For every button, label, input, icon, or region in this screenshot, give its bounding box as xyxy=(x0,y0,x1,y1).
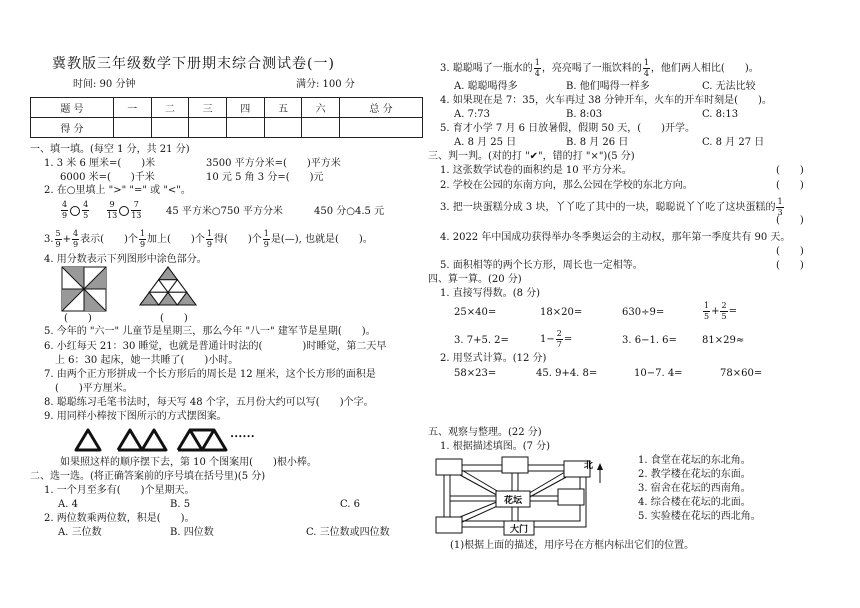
s3-q2: 2. 学校在公园的东南方向，那么公园在学校的东北方向。 xyxy=(440,180,693,191)
campus-map-figure xyxy=(434,455,616,537)
score-input-cell[interactable] xyxy=(189,118,227,138)
s4-calc-1: 25×40= xyxy=(454,307,497,318)
s3-q1: 1. 这张数学试卷的面积约是 10 平方分米。 xyxy=(440,165,632,176)
s2-q4-option-c[interactable]: C. 8:13 xyxy=(702,109,739,120)
s5-clue-5: 5. 实验楼在花坛的西北角。 xyxy=(638,511,761,522)
score-table-score-row xyxy=(31,118,423,138)
s2-q4: 4. 如果现在是 7：35，火车再过 38 分钟开车，火车的开车时刻是( )。 xyxy=(440,95,772,106)
s2-q2-option-a[interactable]: A. 三位数 xyxy=(58,527,102,538)
s2-q2: 2. 两位数乘两位数，积是( )。 xyxy=(44,513,195,524)
s1-q2: 2. 在○里填上 ">" "=" 或 "<"。 xyxy=(44,185,191,196)
exam-score: 满分: 100 分 xyxy=(296,79,355,90)
s4-calc-6: 1− $\frac{2}{7}$ = xyxy=(540,329,573,349)
flower-bed-label: 花坛 xyxy=(503,496,523,506)
s4-sub2: 2. 用竖式计算。(12 分) xyxy=(440,353,547,364)
table-cell: 得 分 xyxy=(31,118,114,138)
s3-q5-blank[interactable]: ( ) xyxy=(776,260,804,271)
s5-clue-2: 2. 教学楼在花坛的东面。 xyxy=(638,469,751,480)
s1-q2-c: 45 平方米○750 平方分米 xyxy=(166,206,283,217)
exam-time: 时间: 90 分钟 xyxy=(73,79,136,90)
s3-q3-blank[interactable]: ( ) xyxy=(776,215,804,226)
s1-q2-compare-b: $\frac{9}{13}$ $\frac{7}{13}$ xyxy=(107,200,142,220)
s1-q9: 9. 用同样小棒按下图所示的方式摆图案。 xyxy=(44,411,227,422)
gate-label: 大门 xyxy=(509,525,529,535)
s1-q1-a: 1. 3 米 6 厘米=( )米 xyxy=(44,158,156,169)
map-box-northwest[interactable] xyxy=(436,459,462,475)
map-box-north[interactable] xyxy=(502,457,528,473)
s4-sub1: 1. 直接写得数。(8 分) xyxy=(440,288,541,299)
table-cell: 六 xyxy=(302,98,340,118)
section1-heading: 一、填一填。(每空 1 分，共 21 分) xyxy=(30,144,190,155)
s5-sub1: 1. 根据描述填图。(7 分) xyxy=(440,441,551,452)
s2-q5: 5. 育才小学 7 月 6 日放暑假，假期 50 天，( )开学。 xyxy=(440,123,696,134)
score-input-cell[interactable] xyxy=(226,118,264,138)
s1-q1-c: 6000 米=( )千米 xyxy=(60,172,155,183)
score-table-header-row xyxy=(31,98,423,118)
s2-q5-option-c[interactable]: C. 8 月 27 日 xyxy=(702,137,765,148)
s4-calc-5: 3. 7+5. 2= xyxy=(454,335,509,346)
s2-q5-option-b[interactable]: B. 8 月 26 日 xyxy=(566,137,629,148)
score-input-cell[interactable] xyxy=(302,118,340,138)
s4-calc-3: 630÷9= xyxy=(622,307,665,318)
s1-q3: 3. $\frac{5}{9}$ + $\frac{4}{9}$ 表示( )个 $\frac{1}{9}$ 加上( )个 $\frac{1}{9}$ 得( )个 $\frac{1}{9}$ 是(—), 也就是( )。 xyxy=(44,229,373,249)
s2-q2-option-c[interactable]: C. 三位数或四位数 xyxy=(306,527,390,538)
s3-q4-blank[interactable]: ( ) xyxy=(776,246,804,257)
s4-vertical-3: 10−7. 4= xyxy=(634,368,683,379)
s1-q1-d: 10 元 5 角 3 分=( )元 xyxy=(206,172,324,183)
table-cell: 题 号 xyxy=(31,98,114,118)
s4-calc-4: $\frac{1}{5}$ + $\frac{2}{5}$ = xyxy=(704,301,737,321)
s4-vertical-4: 78×60= xyxy=(720,368,763,379)
s1-q2-d: 450 分○4.5 元 xyxy=(314,206,385,217)
s1-q6-a: 6. 小红每天 21：30 睡觉，也就是普通计时法的( )时睡觉，第二天早 xyxy=(44,341,387,352)
s5-clue-4: 4. 综合楼在花坛的北面。 xyxy=(638,497,751,508)
section5-heading: 五、观察与整理。(22 分) xyxy=(428,427,542,438)
score-input-cell[interactable] xyxy=(340,118,423,138)
s1-q7-a: 7. 由两个正方形拼成一个长方形后的周长是 12 厘米，这个长方形的面积是 xyxy=(44,369,376,380)
table-cell: 五 xyxy=(264,98,302,118)
s1-q4: 4. 用分数表示下列图形中涂色部分。 xyxy=(44,254,207,265)
table-cell: 二 xyxy=(151,98,189,118)
north-label: 北 xyxy=(584,461,594,471)
s2-q1: 1. 一个月至多有( )个星期天。 xyxy=(44,485,195,496)
s2-q3: 3. 聪聪喝了一瓶水的 $\frac{1}{4}$ ，亮亮喝了一瓶饮料的 $\frac{1}{4}$ ，他们两人相比( )。 xyxy=(440,58,759,78)
s2-q3-option-b[interactable]: B. 他们喝得一样多 xyxy=(566,81,650,92)
s2-q2-option-b[interactable]: B. 四位数 xyxy=(170,527,214,538)
s2-q1-option-a[interactable]: A. 4 xyxy=(58,499,78,510)
s1-q6-b: 上 6：30 起床，她一共睡了( )小时。 xyxy=(55,355,239,366)
s1-q4-blank-2[interactable]: ( ) xyxy=(160,313,188,324)
section4-heading: 四、算一算。(20 分) xyxy=(428,274,522,285)
s2-q1-option-b[interactable]: B. 5 xyxy=(170,499,191,510)
s5-clue-3: 3. 宿舍在花坛的西南角。 xyxy=(638,483,751,494)
page-title: 冀教版三年级数学下册期末综合测试卷(一) xyxy=(52,56,335,72)
shaded-square-figure xyxy=(62,267,106,311)
s2-q3-option-c[interactable]: C. 无法比较 xyxy=(702,81,756,92)
s2-q1-option-c[interactable]: C. 6 xyxy=(340,499,361,510)
blank-circle[interactable] xyxy=(70,206,80,216)
s4-calc-8: 81×29≈ xyxy=(702,335,745,346)
s4-calc-2: 18×20= xyxy=(540,307,583,318)
score-input-cell[interactable] xyxy=(151,118,189,138)
blank-circle[interactable] xyxy=(119,206,129,216)
s3-q1-blank[interactable]: ( ) xyxy=(776,165,804,176)
s3-q4: 4. 2022 年中国成功获得举办冬季奥运会的主动权，那年第一季度共有 90 天。 xyxy=(440,232,791,243)
s1-q5: 5. 今年的 "六一" 儿童节是星期三，那么今年 "八一" 建军节是星期( )。 xyxy=(44,326,376,337)
map-box-east[interactable] xyxy=(558,489,584,505)
s5-question-1: (1)根据上面的描述，用序号在方框内标出它们的位置。 xyxy=(450,540,695,551)
score-input-cell[interactable] xyxy=(264,118,302,138)
s1-q4-blank-1[interactable]: ( ) xyxy=(64,313,92,324)
s2-q5-option-a[interactable]: A. 8 月 25 日 xyxy=(454,137,517,148)
s1-q1-b: 3500 平方分米=( )平方米 xyxy=(206,158,341,169)
s3-q5: 5. 面积相等的两个长方形，周长也一定相等。 xyxy=(440,260,643,271)
s1-q9-dots: •••••• xyxy=(230,433,255,441)
s1-q9-b: 如果照这样的顺序摆下去，第 10 个图案用( )根小棒。 xyxy=(60,457,317,468)
score-input-cell[interactable] xyxy=(113,118,151,138)
shaded-triangle-figure xyxy=(140,267,196,305)
s4-vertical-2: 45. 9+4. 8= xyxy=(536,368,598,379)
table-cell: 总 分 xyxy=(340,98,423,118)
table-cell: 一 xyxy=(113,98,151,118)
s1-q2-compare-a: $\frac{4}{9}$ $\frac{4}{5}$ xyxy=(62,200,89,220)
s3-q3: 3. 把一块蛋糕分成 3 块，丫丫吃了其中的一块，聪聪说丫丫吃了这块蛋糕的 $\frac{1}{3}$ xyxy=(440,197,783,217)
s2-q4-option-a[interactable]: A. 7:73 xyxy=(454,109,491,120)
score-table xyxy=(30,97,423,138)
s5-clue-1: 1. 食堂在花坛的东北角。 xyxy=(638,455,751,466)
s4-vertical-1: 58×23= xyxy=(454,368,497,379)
map-box-southwest[interactable] xyxy=(436,517,462,533)
s1-q7-b: ( )平方厘米。 xyxy=(55,383,133,394)
table-cell: 三 xyxy=(189,98,227,118)
s2-q3-option-a[interactable]: A. 聪聪喝得多 xyxy=(454,81,518,92)
s4-calc-7: 3. 6−1. 6= xyxy=(622,335,677,346)
s2-q4-option-b[interactable]: B. 8:03 xyxy=(566,109,603,120)
section3-heading: 三、判一判。(对的打 "✔"，错的打 "×")(5 分) xyxy=(428,151,635,162)
section2-heading: 二、选一选。(将正确答案前的序号填在括号里)(5 分) xyxy=(30,471,266,482)
s1-q8: 8. 聪聪练习毛笔书法时，每天写 48 个字，五月份大约可以写( )个字。 xyxy=(44,397,374,408)
s3-q2-blank[interactable]: ( ) xyxy=(776,180,804,191)
table-cell: 四 xyxy=(226,98,264,118)
